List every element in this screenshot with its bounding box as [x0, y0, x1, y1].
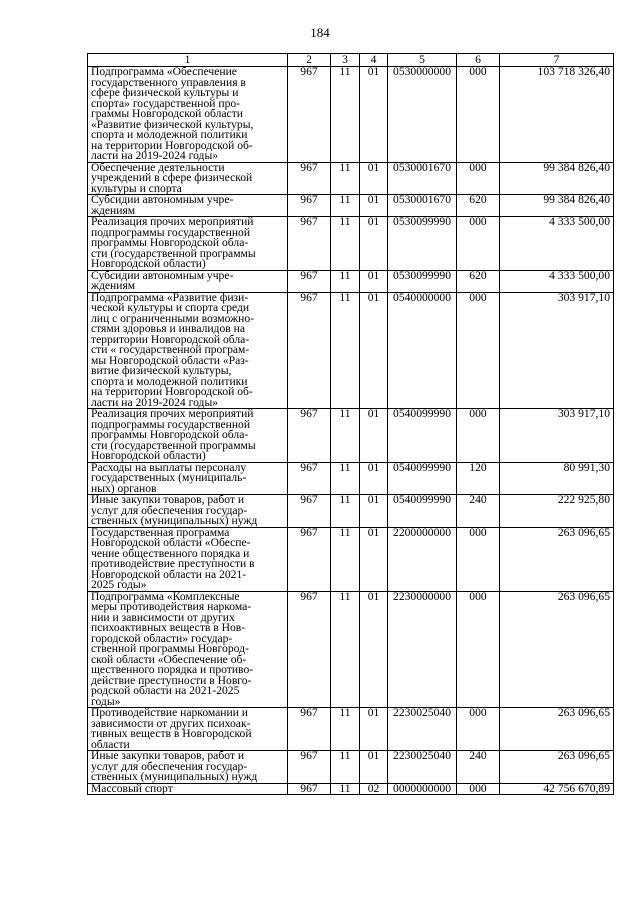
expense-type-cell: 000 [457, 783, 500, 795]
item-name-cell [88, 708, 288, 751]
expense-type-cell: 000 [457, 409, 500, 463]
ministry-code-cell: 967 [288, 270, 331, 292]
target-article-cell: 2230025040 [388, 751, 457, 784]
amount-cell: 42 756 670,89 [500, 783, 614, 795]
amount-cell: 263 096,65 [500, 527, 614, 591]
subsection-code-cell: 01 [360, 270, 388, 292]
table-row [88, 195, 614, 217]
target-article-cell: 0540099990 [388, 495, 457, 528]
item-name-text: Подпрограмма «Обеспечение государственного управления в сфере физической культуры и спорта» государственной про- граммы Новгородской области «Развитие физической культуры, спорта и молодежной политики на территории Новгородской об- ласти на 2019-2024 годы» [91, 65, 254, 162]
section-code-cell: 11 [331, 217, 360, 271]
ministry-code-cell: 967 [288, 591, 331, 708]
table-row [88, 591, 614, 708]
item-name-text: Реализация прочих мероприятий подпрограммы государственной программы Новгородской обла- сти (государственной программы Новгородской области) [91, 407, 256, 462]
target-article-cell: 0540099990 [388, 409, 457, 463]
ministry-code-cell: 967 [288, 708, 331, 751]
section-code-cell: 11 [331, 495, 360, 528]
item-name-cell [88, 751, 288, 784]
target-article-cell: 0530099990 [388, 217, 457, 271]
item-name-cell [88, 591, 288, 708]
section-code-cell: 11 [331, 783, 360, 795]
item-name-cell [88, 195, 288, 217]
section-code-cell: 11 [331, 270, 360, 292]
table-row [88, 462, 614, 495]
subsection-code-cell: 01 [360, 591, 388, 708]
amount-cell: 263 096,65 [500, 708, 614, 751]
amount-cell: 99 384 826,40 [500, 162, 614, 195]
ministry-code-cell: 967 [288, 162, 331, 195]
amount-cell: 103 718 326,40 [500, 67, 614, 163]
subsection-code-cell: 02 [360, 783, 388, 795]
subsection-code-cell: 01 [360, 67, 388, 163]
table-row [88, 783, 614, 795]
expense-type-cell: 000 [457, 162, 500, 195]
expense-type-cell: 620 [457, 195, 500, 217]
table-row [88, 708, 614, 751]
item-name-text: Иные закупки товаров, работ и услуг для обеспечения государ- ственных (муниципальных) нужд [91, 749, 258, 783]
expense-type-cell: 000 [457, 292, 500, 409]
ministry-code-cell: 967 [288, 409, 331, 463]
item-name-cell [88, 270, 288, 292]
subsection-code-cell: 01 [360, 217, 388, 271]
budget-table-body [88, 54, 614, 795]
item-name-text: Подпрограмма «Комплексные меры противодействия наркома- нии и зависимости от других психоактивных веществ в Нов- городской области» государ- ственной программы Новгород- ской области «Обеспечение об- щественного порядка и противо- действие преступности в Новго- родской области на 2021-2025 годы» [91, 589, 254, 708]
amount-cell: 4 333 500,00 [500, 217, 614, 271]
table-row [88, 409, 614, 463]
ministry-code-cell: 967 [288, 462, 331, 495]
section-code-cell: 11 [331, 195, 360, 217]
item-name-text: Субсидии автономным учре- ждениям [91, 268, 234, 292]
expense-type-cell: 120 [457, 462, 500, 495]
table-row [88, 751, 614, 784]
column-header: 5 [388, 54, 457, 67]
item-name-cell [88, 162, 288, 195]
target-article-cell: 0540099990 [388, 462, 457, 495]
section-code-cell: 11 [331, 751, 360, 784]
subsection-code-cell: 01 [360, 409, 388, 463]
table-row [88, 292, 614, 409]
column-header: 7 [500, 54, 614, 67]
subsection-code-cell: 01 [360, 708, 388, 751]
target-article-cell: 0530001670 [388, 162, 457, 195]
amount-cell: 99 384 826,40 [500, 195, 614, 217]
item-name-cell [88, 409, 288, 463]
target-article-cell: 2230000000 [388, 591, 457, 708]
table-row [88, 67, 614, 163]
item-name-cell [88, 292, 288, 409]
expense-type-cell: 000 [457, 591, 500, 708]
table-row [88, 527, 614, 591]
section-code-cell: 11 [331, 708, 360, 751]
subsection-code-cell: 01 [360, 751, 388, 784]
table-row [88, 495, 614, 528]
amount-cell: 303 917,10 [500, 292, 614, 409]
ministry-code-cell: 967 [288, 783, 331, 795]
item-name-text: Государственная программа Новгородской области «Обеспе- чение общественного порядка и противодействие преступности в Новгородской области на 2021- 2025 годы» [91, 525, 255, 591]
expense-type-cell: 000 [457, 527, 500, 591]
item-name-text: Расходы на выплаты персоналу государственных (муниципаль- ных) органов [91, 460, 247, 495]
expense-type-cell: 240 [457, 495, 500, 528]
column-header: 4 [360, 54, 388, 67]
section-code-cell: 11 [331, 162, 360, 195]
ministry-code-cell: 967 [288, 67, 331, 163]
amount-cell: 80 991,30 [500, 462, 614, 495]
ministry-code-cell: 967 [288, 217, 331, 271]
section-code-cell: 11 [331, 292, 360, 409]
subsection-code-cell: 01 [360, 195, 388, 217]
item-name-text: Иные закупки товаров, работ и услуг для обеспечения государ- ственных (муниципальных) нужд [91, 493, 258, 527]
amount-cell: 263 096,65 [500, 591, 614, 708]
table-row [88, 270, 614, 292]
item-name-text: Массовый спорт [91, 781, 173, 795]
column-header: 6 [457, 54, 500, 67]
subsection-code-cell: 01 [360, 527, 388, 591]
subsection-code-cell: 01 [360, 162, 388, 195]
target-article-cell: 0000000000 [388, 783, 457, 795]
item-name-text: Противодействие наркомании и зависимости от других психоак- тивных веществ в Новгородской области [91, 706, 252, 751]
item-name-cell [88, 527, 288, 591]
column-header: 2 [288, 54, 331, 67]
ministry-code-cell: 967 [288, 751, 331, 784]
table-row [88, 162, 614, 195]
target-article-cell: 2200000000 [388, 527, 457, 591]
amount-cell: 222 925,80 [500, 495, 614, 528]
expense-type-cell: 000 [457, 708, 500, 751]
column-header: 3 [331, 54, 360, 67]
section-code-cell: 11 [331, 591, 360, 708]
subsection-code-cell: 01 [360, 462, 388, 495]
item-name-text: Обеспечение деятельности учреждений в сфере физической культуры и спорта [91, 160, 253, 195]
item-name-text: Подпрограмма «Развитие физи- ческой культуры и спорта среди лиц с ограниченными возможно- стями здоровья и инвалидов на территории Новгородской обла- сти « государственной програм- мы Новгородской области «Раз- витие физической культуры, спорта и молодежной политики на территории Новгородской об- ласти на 2019-2024 годы» [91, 290, 254, 409]
item-name-cell [88, 67, 288, 163]
ministry-code-cell: 967 [288, 292, 331, 409]
table-row [88, 217, 614, 271]
ministry-code-cell: 967 [288, 527, 331, 591]
item-name-cell [88, 217, 288, 271]
expense-type-cell: 000 [457, 217, 500, 271]
ministry-code-cell: 967 [288, 495, 331, 528]
section-code-cell: 11 [331, 409, 360, 463]
expense-type-cell: 620 [457, 270, 500, 292]
target-article-cell: 0530001670 [388, 195, 457, 217]
ministry-code-cell: 967 [288, 195, 331, 217]
section-code-cell: 11 [331, 527, 360, 591]
target-article-cell: 0540000000 [388, 292, 457, 409]
subsection-code-cell: 01 [360, 292, 388, 409]
item-name-cell [88, 783, 288, 795]
subsection-code-cell: 01 [360, 495, 388, 528]
amount-cell: 4 333 500,00 [500, 270, 614, 292]
target-article-cell: 0530000000 [388, 67, 457, 163]
budget-table [87, 53, 614, 795]
column-header: 1 [88, 54, 288, 67]
target-article-cell: 2230025040 [388, 708, 457, 751]
amount-cell: 263 096,65 [500, 751, 614, 784]
section-code-cell: 11 [331, 462, 360, 495]
item-name-cell [88, 495, 288, 528]
expense-type-cell: 000 [457, 67, 500, 163]
page-number: 184 [310, 25, 330, 40]
item-name-cell [88, 462, 288, 495]
target-article-cell: 0530099990 [388, 270, 457, 292]
amount-cell: 303 917,10 [500, 409, 614, 463]
item-name-text: Реализация прочих мероприятий подпрограммы государственной программы Новгородской обла- сти (государственной программы Новгородской области) [91, 215, 256, 270]
item-name-text: Субсидии автономным учре- ждениям [91, 193, 234, 217]
expense-type-cell: 240 [457, 751, 500, 784]
section-code-cell: 11 [331, 67, 360, 163]
